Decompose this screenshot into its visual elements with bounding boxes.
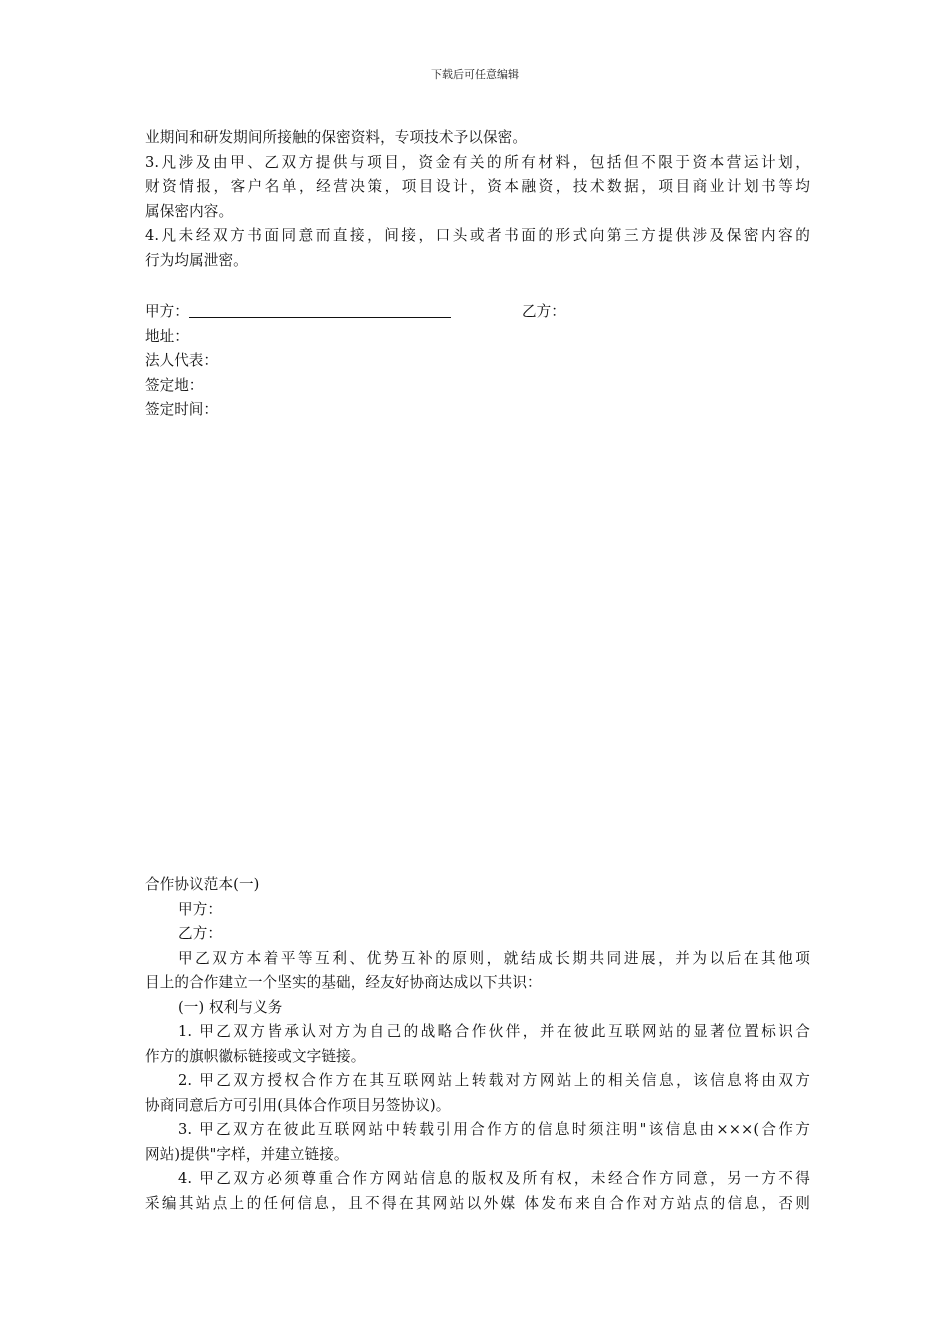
item-line: 3. 甲乙双方在彼此互联网站中转载引用合作方的信息时须注明"该信息由×××(合作方: [178, 1121, 810, 1138]
clause-line: 业期间和研发期间所接触的保密资料，专项技术予以保密。: [145, 129, 528, 146]
clause-line: 3.凡涉及由甲、乙双方提供与项目，资金有关的所有材料，包括但不限于资本营运计划，: [145, 153, 810, 171]
clause-line: 行为均属泄密。: [145, 251, 248, 269]
agreement-party-b: 乙方：: [178, 925, 223, 942]
clause-line: 财资情报，客户名单，经营决策，项目设计，资本融资，技术数据，项目商业计划书等均: [145, 178, 810, 195]
clause-line: 4.凡未经双方书面同意而直接，间接，口头或者书面的形式向第三方提供涉及保密内容的: [145, 227, 810, 244]
signature-party-row: [145, 300, 810, 325]
item-line: 1. 甲乙双方皆承认对方为自己的战略合作伙伴，并在彼此互联网站的显著位置标识合: [178, 1023, 810, 1040]
item-line: 采编其站点上的任何信息，且不得在其网站以外媒 体发布来自合作对方站点的信息，否则: [145, 1194, 810, 1212]
item-line: 作方的旗帜徽标链接或文字链接。: [145, 1047, 366, 1065]
item-line: 协商同意后方可引用(具体合作项目另签协议)。: [145, 1096, 451, 1114]
party-b-label: 乙方：: [522, 303, 566, 320]
agreement-party-a: 甲方：: [178, 900, 223, 918]
item-line: 2. 甲乙双方授权合作方在其互联网站上转载对方网站上的相关信息，该信息将由双方: [178, 1072, 810, 1089]
rights-heading: (一) 权利与义务: [178, 998, 283, 1016]
page-header: 下载后可任意编辑: [431, 68, 519, 81]
clause-line: 属保密内容。: [145, 202, 234, 220]
address-label: 地址：: [145, 328, 189, 345]
item-line: 网站)提供"字样，并建立链接。: [145, 1145, 349, 1163]
confidentiality-clauses: [145, 126, 810, 273]
sign-place-label: 签定地：: [145, 377, 204, 394]
party-a-blank-line: [189, 301, 451, 318]
intro-line: 甲乙双方本着平等互利、优势互补的原则，就结成长期共同进展，并为以后在其他项: [178, 949, 810, 967]
intro-line: 目上的合作建立一个坚实的基础，经友好协商达成以下共识：: [145, 974, 542, 991]
cooperation-agreement: [145, 873, 810, 1216]
sign-time-label: 签定时间：: [145, 401, 218, 418]
agreement-title: 合作协议范本(一): [145, 876, 260, 893]
party-a-label: 甲方：: [145, 303, 189, 320]
legal-rep-label: 法人代表：: [145, 352, 218, 369]
item-line: 4. 甲乙双方必须尊重合作方网站信息的版权及所有权，未经合作方同意，另一方不得: [178, 1170, 810, 1187]
